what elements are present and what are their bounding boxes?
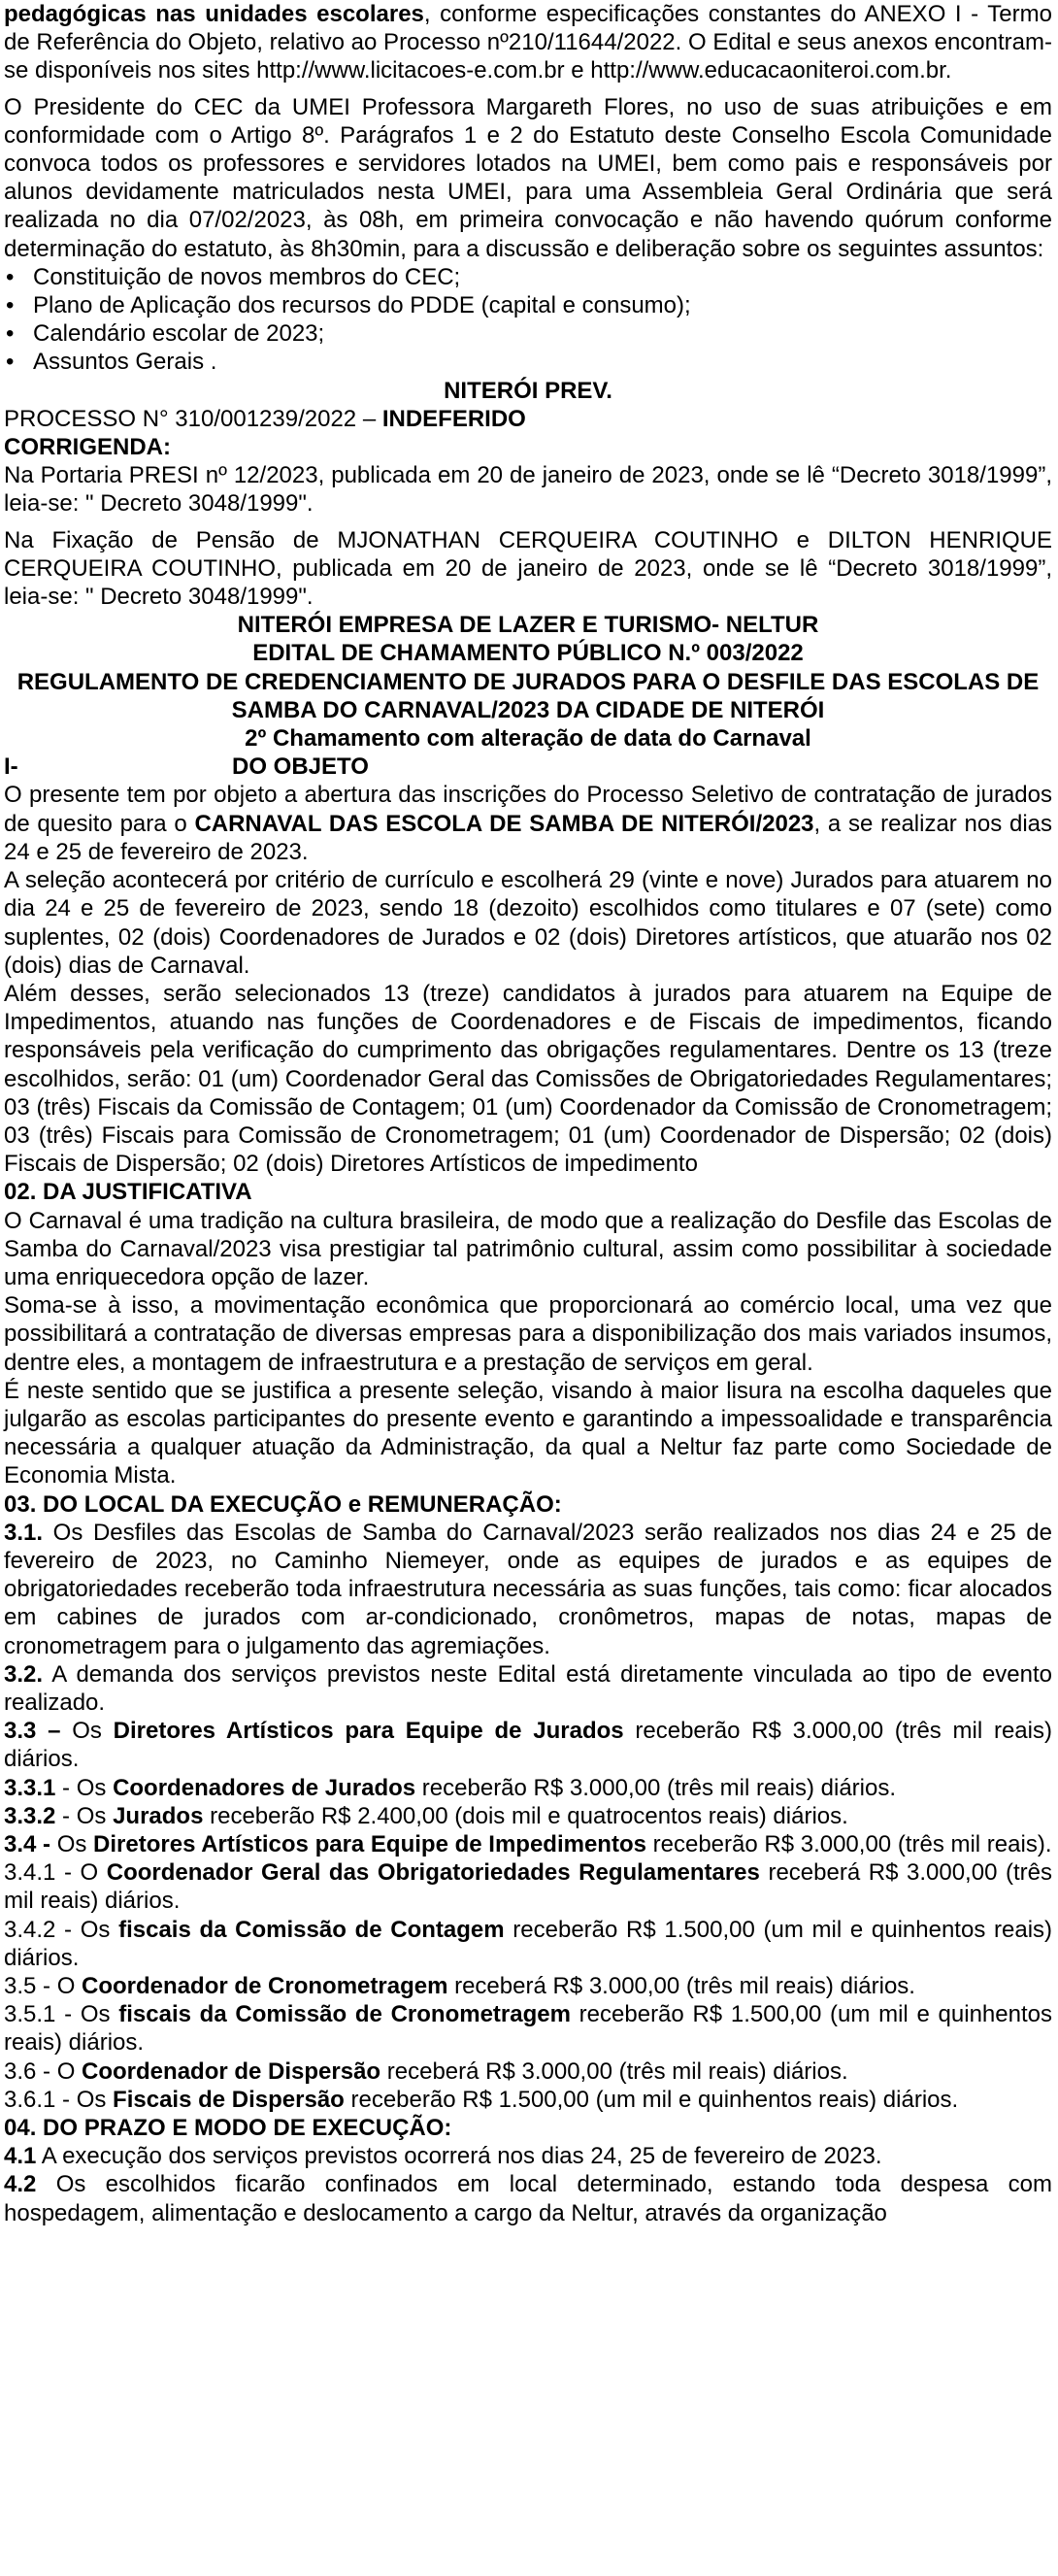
- objeto-paragraph-1: O presente tem por objeto a abertura das inscrições do Processo Seletivo de contratação de jurados de quesito para o CARNAVAL DAS ESCOLA DE SAMBA DE NITERÓI/2023, a se realizar nos dias 24 e 25 de fevereiro de 2023.: [4, 782, 1052, 865]
- clause-4-1: 4.1 A execução dos serviços previstos ocorrerá nos dias 24, 25 de fevereiro de 2023.: [4, 2143, 882, 2170]
- list-item: • Plano de Aplicação dos recursos do PDDE (capital e consumo);: [33, 291, 1052, 319]
- regulamento-heading: REGULAMENTO DE CREDENCIAMENTO DE JURADOS PARA O DESFILE DAS ESCOLAS DE SAMBA DO CARNAVAL/2023 DA CIDADE DE NITERÓI: [17, 668, 1040, 723]
- list-item: • Constituição de novos membros do CEC;: [33, 263, 1052, 291]
- clause-3-4: 3.4 - Os Diretores Artísticos para Equipe de Impedimentos receberão R$ 3.000,00 (três mil reais).: [4, 1831, 1052, 1857]
- section-heading-niteroi-prev: NITERÓI PREV.: [444, 377, 612, 404]
- list-item: • Calendário escolar de 2023;: [33, 319, 1052, 348]
- section-title-objeto: I- DO OBJETO: [4, 753, 369, 781]
- clause-3-3: 3.3 – Os Diretores Artísticos para Equipe de Jurados receberão R$ 3.000,00 (três mil reais) diários.: [4, 1718, 1052, 1773]
- clause-3-3-1: 3.3.1 - Os Coordenadores de Jurados receberão R$ 3.000,00 (três mil reais) diários.: [4, 1774, 897, 1801]
- list-item: • Assuntos Gerais .: [33, 348, 1052, 376]
- corrigenda-label: CORRIGENDA:: [4, 434, 171, 461]
- clause-3-2: 3.2. A demanda dos serviços previstos neste Edital está diretamente vinculada ao tipo de evento realizado.: [4, 1660, 1052, 1716]
- chamamento-heading: 2º Chamamento com alteração de data do Carnaval: [245, 725, 811, 753]
- clause-3-4-1: 3.4.1 - O Coordenador Geral das Obrigatoriedades Regulamentares receberá R$ 3.000,00 (três mil reais) diários.: [4, 1859, 1052, 1915]
- neltur-heading: NITERÓI EMPRESA DE LAZER E TURISMO- NELTUR: [237, 612, 819, 639]
- section-title-prazo: 04. DO PRAZO E MODO DE EXECUÇÃO:: [4, 2115, 452, 2142]
- clause-3-3-2: 3.3.2 - Os Jurados receberão R$ 2.400,00 (dois mil e quatrocentos reais) diários.: [4, 1802, 848, 1829]
- processo-line: PROCESSO N° 310/001239/2022 – INDEFERIDO: [4, 405, 526, 432]
- corrigenda-paragraph-pensao: Na Fixação de Pensão de MJONATHAN CERQUEIRA COUTINHO e DILTON HENRIQUE CERQUEIRA COUTINHO, publicada em 20 de janeiro de 2023, onde se lê “Decreto 3018/1999”, leia-se: " Decreto 3048/1999".: [4, 526, 1052, 611]
- section-title-justificativa: 02. DA JUSTIFICATIVA: [4, 1179, 252, 1206]
- clause-3-6: 3.6 - O Coordenador de Dispersão receberá R$ 3.000,00 (três mil reais) diários.: [4, 2057, 848, 2085]
- clause-3-5: 3.5 - O Coordenador de Cronometragem receberá R$ 3.000,00 (três mil reais) diários.: [4, 1973, 915, 2000]
- clause-3-1: 3.1. Os Desfiles das Escolas de Samba do Carnaval/2023 serão realizados nos dias 24 e 25 de fevereiro de 2023, no Caminho Niemeyer, onde as equipes de jurados e as equipes de obrigatoriedades receberão toda infraestrutura necessária as suas funções, tais como: ficar alocados em cabines de jurados com ar-condicionado, cronômetros, mapas de notas, mapas de cronometragem para o julgamento das agremiações.: [4, 1519, 1052, 1659]
- intro-paragraph-convocacao: O Presidente do CEC da UMEI Professora Margareth Flores, no uso de suas atribuições e em conformidade com o Artigo 8º. Parágrafos 1 e 2 do Estatuto deste Conselho Escola Comunidade convoca todos os professores e servidores lotados na UMEI, bem como pais e responsáveis por alunos devidamente matriculados nesta UMEI, para uma Assembleia Geral Ordinária que será realizada no dia 07/02/2023, às 08h, em primeira convocação e não havendo quórum conforme determinação do estatuto, às 8h30min, para a discussão e deliberação sobre os seguintes assuntos:: [4, 93, 1052, 262]
- clause-4-2: 4.2 Os escolhidos ficarão confinados em local determinado, estando toda despesa com hospedagem, alimentação e deslocamento a cargo da Neltur, através da organização: [4, 2171, 1052, 2226]
- clause-3-6-1: 3.6.1 - Os Fiscais de Dispersão receberão R$ 1.500,00 (um mil e quinhentos reais) diários.: [4, 2086, 959, 2113]
- section-title-local-execucao: 03. DO LOCAL DA EXECUÇÃO e REMUNERAÇÃO:: [4, 1490, 562, 1518]
- justificativa-paragraph-2: Soma-se à isso, a movimentação econômica que proporcionará ao comércio local, uma vez que possibilitará a contratação de diversas empresas para a disponibilização dos mais variados insumos, dentre eles, a montagem de infraestrutura e a prestação de serviços em geral.: [4, 1292, 1052, 1376]
- objeto-paragraph-3: Além desses, serão selecionados 13 (treze) candidatos à jurados para atuarem na Equipe de Impedimentos, atuando nas funções de Coordenadores e de Fiscais de impedimentos, ficando responsáveis pela verificação do cumprimento das obrigações regulamentares. Dentre os 13 (treze escolhidos, serão: 01 (um) Coordenador Geral das Comissões de Obrigatoriedades Regulamentares; 03 (três) Fiscais da Comissão de Contagem; 01 (um) Coordenador da Comissão de Cronometragem; 03 (três) Fiscais para Comissão de Cronometragem; 01 (um) Coordenador de Dispersão; 02 (dois) Fiscais de Dispersão; 02 (dois) Diretores Artísticos de impedimento: [4, 980, 1052, 1178]
- justificativa-paragraph-1: O Carnaval é uma tradição na cultura brasileira, de modo que a realização do Desfile das Escolas de Samba do Carnaval/2023 visa prestigiar tal patrimônio cultural, assim como possibilitar à sociedade uma enriquecedora opção de lazer.: [4, 1207, 1052, 1290]
- clause-3-4-2: 3.4.2 - Os fiscais da Comissão de Contagem receberão R$ 1.500,00 (um mil e quinhentos reais) diários.: [4, 1916, 1053, 1971]
- intro-paragraph-edital: pedagógicas nas unidades escolares, conforme especificações constantes do ANEXO I - Termo de Referência do Objeto, relativo ao Processo nº210/11644/2022. O Edital e seus anexos encontram-se disponíveis nos sites http://www.licitacoes-e.com.br e http://www.educacaoniteroi.com.br.: [4, 1, 1052, 84]
- clause-3-5-1: 3.5.1 - Os fiscais da Comissão de Cronometragem receberão R$ 1.500,00 (um mil e quinhentos reais) diários.: [4, 2001, 1052, 2057]
- agenda-list: [4, 263, 1052, 377]
- objeto-paragraph-2: A seleção acontecerá por critério de currículo e escolherá 29 (vinte e nove) Jurados para atuarem no dia 24 e 25 de fevereiro de 2023, sendo 18 (dezoito) escolhidos como titulares e 07 (sete) como suplentes, 02 (dois) Coordenadores de Jurados e 02 (dois) Diretores artísticos, que atuarão nos 02 (dois) dias de Carnaval.: [4, 867, 1052, 979]
- edital-heading: EDITAL DE CHAMAMENTO PÚBLICO N.º 003/2022: [252, 640, 804, 667]
- justificativa-paragraph-3: É neste sentido que se justifica a presente seleção, visando à maior lisura na escolha daqueles que julgarão as escolas participantes do presente evento e garantindo a impessoalidade e transparência necessária a qualquer atuação da Administração, da qual a Neltur faz parte como Sociedade de Economia Mista.: [4, 1377, 1052, 1489]
- corrigenda-paragraph-portaria: Na Portaria PRESI nº 12/2023, publicada em 20 de janeiro de 2023, onde se lê “Decreto 3018/1999”, leia-se: " Decreto 3048/1999".: [4, 462, 1052, 518]
